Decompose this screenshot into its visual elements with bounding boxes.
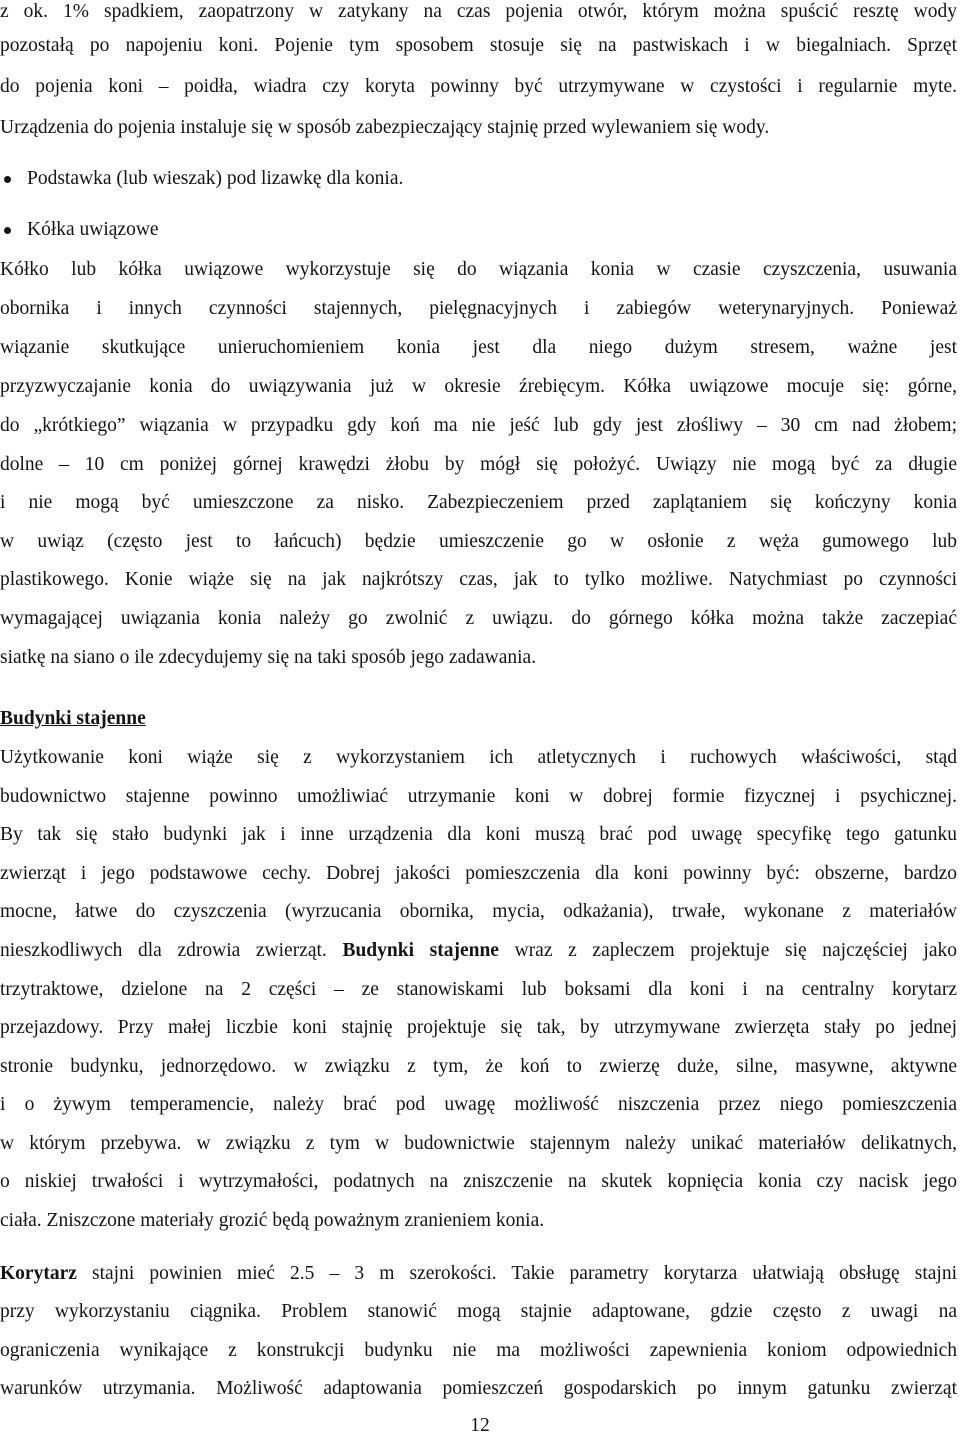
text-line — [0, 939, 957, 963]
text-line: trzytraktowe, dzielone na 2 części – ze stanowiskami lub boksami dla koni i na centralny korytarz — [0, 979, 957, 1000]
text-line: wiązanie skutkujące unieruchomieniem konia jest dla niego dużym stresem, ważne jest — [0, 337, 957, 358]
text-line: i o żywym temperamencie, należy brać pod uwagę możliwość niszczenia przez niego pomieszczenia — [0, 1094, 957, 1115]
bold-term: Korytarz — [0, 1263, 77, 1284]
bullet-text: Podstawka (lub wieszak) pod lizawkę dla konia. — [27, 168, 404, 189]
text-line: ograniczenia wynikające z konstrukcji budynku nie ma możliwości zapewnienia koniom odpowiednich — [0, 1340, 957, 1361]
text-line: przyzwyczajanie konia do uwiązywania już w okresie źrebięcym. Kółka uwiązowe mocuje się: górne, — [0, 376, 957, 397]
bullet-icon — [4, 176, 11, 183]
text-line: zwierząt i jego podstawowe cechy. Dobrej jakości pomieszczenia dla koni powinny być: obszerne, bardzo — [0, 863, 957, 884]
text-line: obornika i innych czynności stajennych, pielęgnacyjnych i zabiegów weterynaryjnych. Ponieważ — [0, 298, 957, 319]
text-line: w uwiąz (często jest to łańcuch) będzie umieszczenie go w osłonie z węża gumowego lub — [0, 531, 957, 552]
text-line: do „krótkiego” wiązania w przypadku gdy koń ma nie jeść lub gdy jest złośliwy – 30 cm nad żłobem; — [0, 415, 957, 436]
text-line: do pojenia koni – poidła, wiadra czy koryta powinny być utrzymywane w czystości i regularnie myte. — [0, 76, 957, 97]
text-line: przy wykorzystaniu ciągnika. Problem stanowić mogą stajnie adaptowane, gdzie często z uwagi na — [0, 1301, 957, 1322]
text-line: i nie mogą być umieszczone za nisko. Zabezpieczeniem przed zaplątaniem się kończyny konia — [0, 492, 957, 513]
bold-term: Budynki stajenne — [342, 940, 499, 961]
text-line: budownictwo stajenne powinno umożliwiać utrzymanie koni w dobrej formie fizycznej i psychicznej. — [0, 786, 957, 807]
text-line: z ok. 1% spadkiem, zaopatrzony w zatykany na czas pojenia otwór, którym można spuścić resztę wody — [0, 1, 957, 22]
text-line: wymagającej uwiązania konia należy go zwolnić z uwiązu. do górnego kółka można także zaczepiać — [0, 608, 957, 629]
text-line: mocne, łatwe do czyszczenia (wyrzucania obornika, mycia, odkażania), trwałe, wykonane z materiałów — [0, 901, 957, 922]
text-line: w którym przebywa. w związku z tym w budownictwie stajennym należy unikać materiałów delikatnych, — [0, 1133, 957, 1154]
section-heading: Budynki stajenne — [0, 708, 146, 729]
text-line: plastikowego. Konie wiąże się na jak najkrótszy czas, jak to tylko możliwe. Natychmiast po czynności — [0, 569, 957, 590]
text-line: ciała. Zniszczone materiały grozić będą poważnym zranieniem konia. — [0, 1210, 545, 1231]
text-line: Kółko lub kółka uwiązowe wykorzystuje się do wiązania konia w czasie czyszczenia, usuwania — [0, 259, 957, 280]
text-line: dolne – 10 cm poniżej górnej krawędzi żłobu by mógł się położyć. Uwiązy nie mogą być za długie — [0, 454, 957, 475]
bullet-icon — [4, 227, 11, 234]
text-line: Użytkowanie koni wiąże się z wykorzystaniem ich atletycznych i ruchowych właściwości, stąd — [0, 747, 957, 768]
bullet-text: Kółka uwiązowe — [27, 219, 159, 240]
text-line: warunków utrzymania. Możliwość adaptowania pomieszczeń gospodarskich po innym gatunku zwierząt — [0, 1378, 957, 1399]
text-line: siatkę na siano o ile zdecydujemy się na taki sposób jego zadawania. — [0, 647, 537, 668]
text-line: Urządzenia do pojenia instaluje się w sposób zabezpieczający stajnię przed wylewaniem się wody. — [0, 117, 770, 138]
text-line — [0, 1262, 957, 1286]
page-number: 12 — [470, 1415, 490, 1436]
text-span: stajni powinien mieć 2.5 – 3 m szerokości. Takie parametry korytarza ułatwiają obsługę stajni — [92, 1263, 957, 1284]
text-line: By tak się stało budynki jak i inne urządzenia dla koni muszą brać pod uwagę specyfikę tego gatunku — [0, 824, 957, 845]
text-span: wraz z zapleczem projektuje się najczęściej jako — [514, 940, 958, 961]
text-line: stronie budynku, jednorzędowo. w związku z tym, że koń to zwierzę duże, silne, masywne, aktywne — [0, 1056, 957, 1077]
text-span: nieszkodliwych dla zdrowia zwierząt. — [0, 940, 327, 961]
text-line: przejazdowy. Przy małej liczbie koni stajnię projektuje się tak, by utrzymywane zwierzęta stały po jednej — [0, 1017, 957, 1038]
text-line: o niskiej trwałości i wytrzymałości, podatnych na zniszczenie na skutek kopnięcia konia czy nacisk jego — [0, 1171, 957, 1192]
text-line: pozostałą po napojeniu koni. Pojenie tym sposobem stosuje się na pastwiskach i w biegalniach. Sprzęt — [0, 35, 957, 56]
